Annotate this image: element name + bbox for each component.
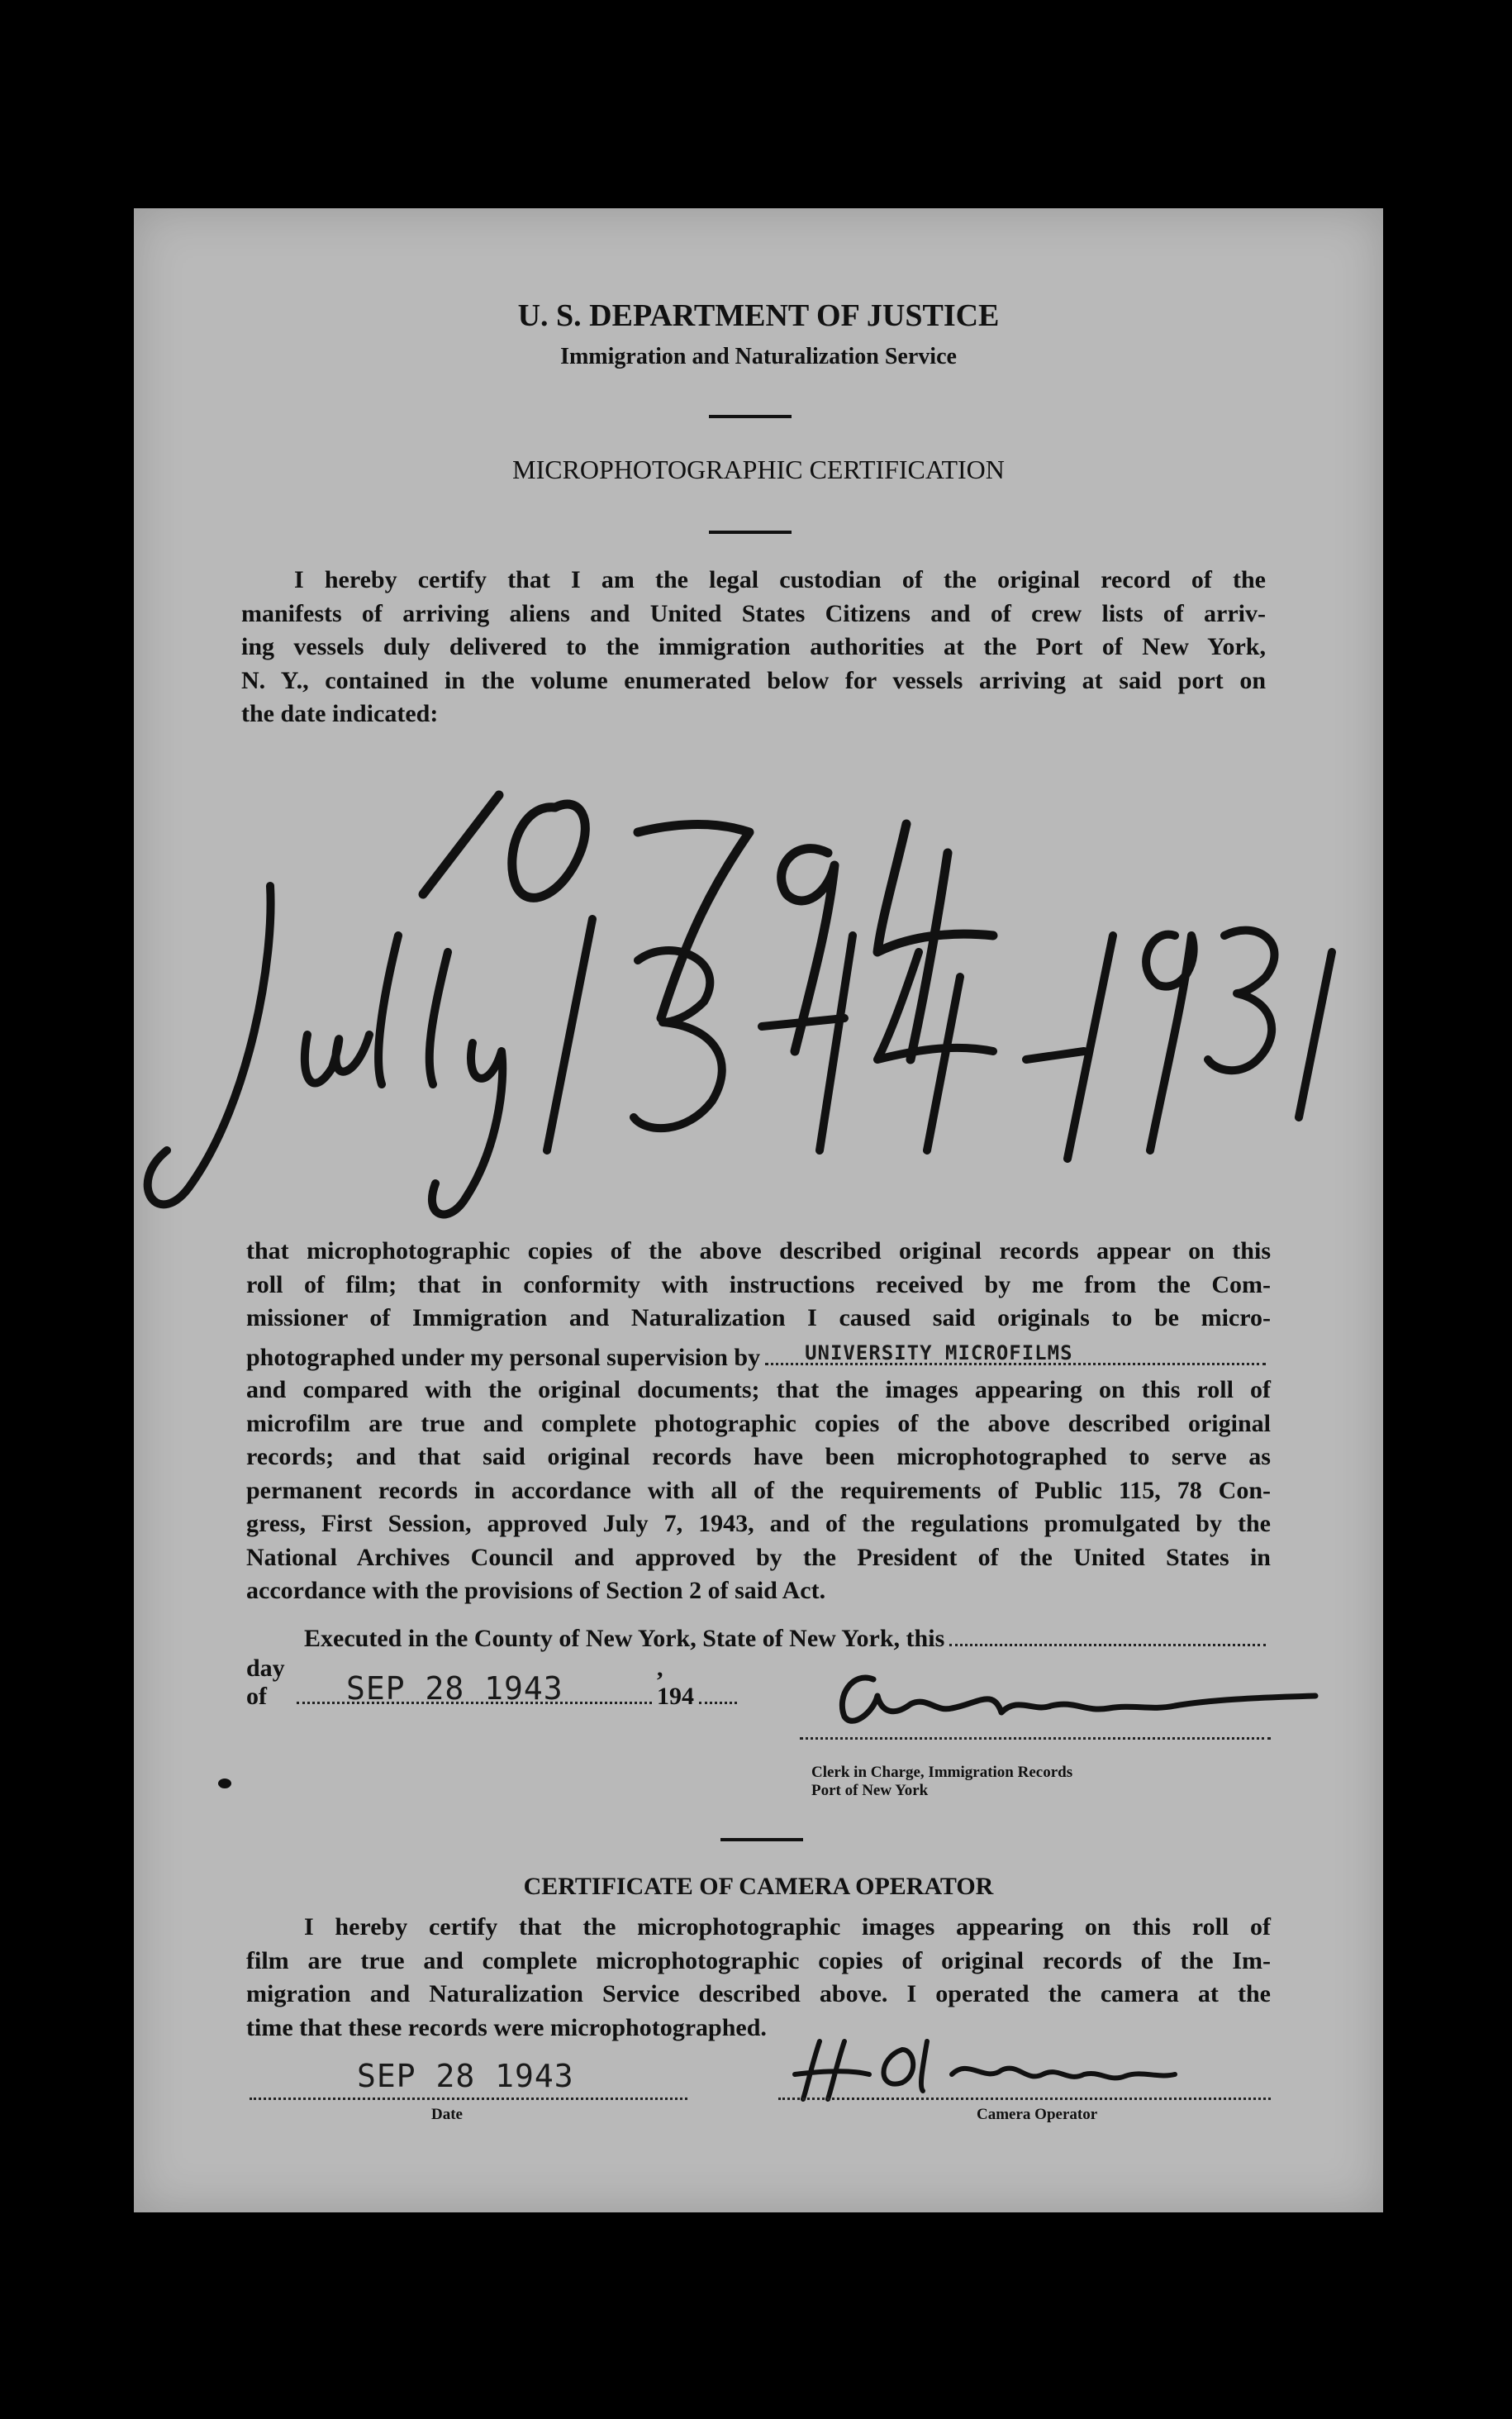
day-of-label: day of (246, 1655, 285, 1710)
paragraph-line: I hereby certify that the microphotographic images appearing on this roll of (304, 1913, 1271, 1940)
clerk-title (811, 1764, 1072, 1800)
clerk-title-line: Port of New York (811, 1782, 929, 1799)
photographed-by-line (246, 1339, 1271, 1372)
photographed-by-stamp: UNIVERSITY MICROFILMS (805, 1341, 1073, 1364)
divider (720, 1838, 803, 1841)
year-field (699, 1702, 737, 1704)
certification-title: MICROPHOTOGRAPHIC CERTIFICATION (512, 455, 1005, 484)
paragraph-line: accordance with the provisions of Section 2 of said Act. (246, 1577, 826, 1604)
executed-day-field (949, 1644, 1266, 1646)
paragraph-line: National Archives Council and approved by the President of the United States in (246, 1543, 1271, 1571)
paragraph-line: film are true and complete microphotographic copies of original records of the Im- (246, 1946, 1271, 1974)
paragraph-line: permanent records in accordance with all of the requirements of Public 115, 78 Con- (246, 1476, 1271, 1504)
paragraph-line: N. Y., contained in the volume enumerated below for vessels arriving at said port on (241, 666, 1266, 694)
executed-text: Executed in the County of New York, State of New York, this (304, 1625, 945, 1652)
year-prefix: , 194 (657, 1655, 694, 1710)
clerk-signature-line (800, 1737, 1271, 1740)
divider (709, 415, 792, 418)
certification-body-continued (246, 1374, 1271, 1608)
camera-operator-label: Camera Operator (977, 2106, 1098, 2123)
divider (709, 531, 792, 534)
paragraph-line: ing vessels duly delivered to the immigration authorities at the Port of New York, (241, 633, 1266, 660)
operator-signature (778, 2025, 1307, 2107)
executed-line (304, 1620, 1271, 1653)
paragraph-line: missioner of Immigration and Naturalization I caused said originals to be micro- (246, 1304, 1271, 1331)
service-subtitle: Immigration and Naturalization Service (560, 344, 957, 369)
paragraph-line: and compared with the original documents; that the images appearing on this roll of (246, 1376, 1271, 1403)
camera-operator-heading: CERTIFICATE OF CAMERA OPERATOR (523, 1873, 994, 1900)
ink-spot (218, 1779, 231, 1788)
paragraph-line: that microphotographic copies of the above described original records appear on this (246, 1237, 1271, 1264)
day-of-line (246, 1655, 742, 1711)
paragraph-line: microfilm are true and complete photographic copies of the above described original (246, 1409, 1271, 1437)
paragraph-line: I hereby certify that I am the legal custodian of the original record of the (294, 566, 1266, 593)
clerk-title-line: Clerk in Charge, Immigration Records (811, 1764, 1073, 1781)
handwritten-date (148, 886, 1332, 1214)
paragraph-line: time that these records were microphotographed. (246, 2013, 767, 2041)
paragraph-line: manifests of arriving aliens and United States Citizens and of crew lists of arriv- (241, 599, 1266, 627)
day-of-field (297, 1670, 652, 1707)
signature-line (778, 2098, 1271, 2100)
operator-date-stamp: SEP 28 1943 (357, 2058, 574, 2094)
certificate-sheet (134, 208, 1383, 2212)
clerk-signature (795, 1663, 1373, 1737)
date-label: Date (431, 2106, 463, 2123)
handwritten-volume-number (423, 795, 993, 1060)
photographed-by-field (765, 1341, 1266, 1365)
date-line (250, 2098, 687, 2100)
paragraph-line: the date indicated: (241, 700, 439, 727)
certification-body (246, 1235, 1271, 1336)
photographed-by-label: photographed under my personal supervision by (246, 1344, 761, 1371)
paragraph-line: roll of film; that in conformity with instructions received by me from the Com- (246, 1270, 1271, 1298)
executed-date-stamp: SEP 28 1943 (346, 1670, 563, 1707)
paragraph-line: migration and Naturalization Service described above. I operated the camera at the (246, 1980, 1271, 2007)
paragraph-line: gress, First Session, approved July 7, 1943, and of the regulations promulgated by the (246, 1510, 1271, 1537)
agency-title: U. S. DEPARTMENT OF JUSTICE (517, 298, 1000, 333)
paragraph-line: records; and that said original records have been microphotographed to serve as (246, 1443, 1271, 1470)
